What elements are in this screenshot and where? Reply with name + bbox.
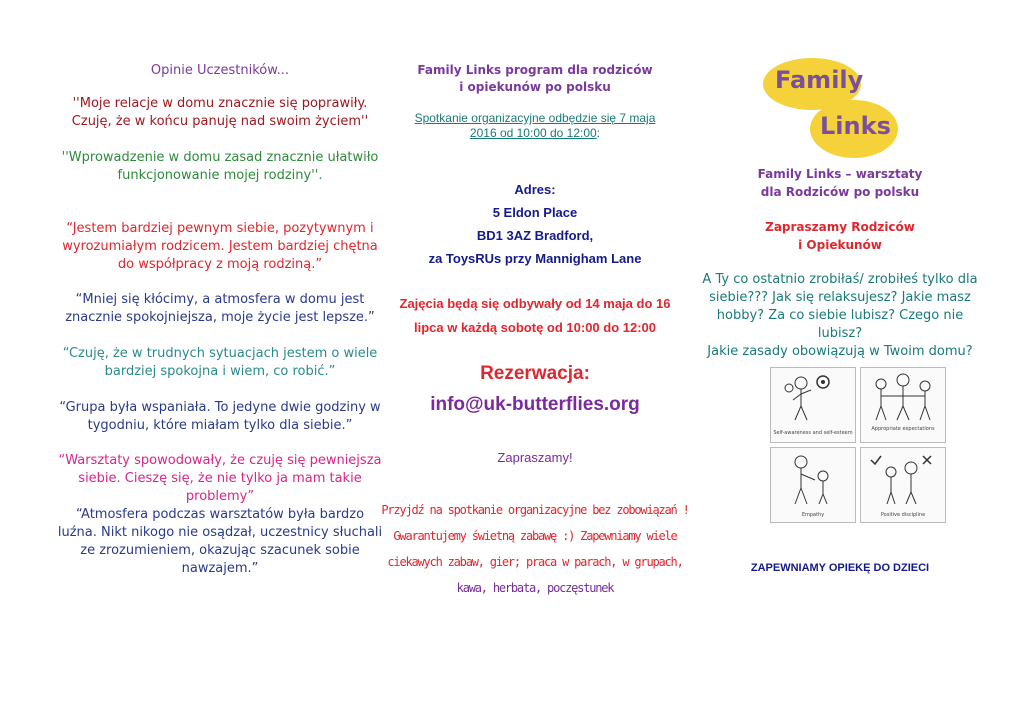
positive-discipline-figures-icon bbox=[861, 448, 945, 510]
footer-line3: ciekawych zabaw, gier; praca w parach, w grupach, bbox=[387, 555, 683, 569]
tile-expectations bbox=[860, 367, 946, 443]
address-city: BD1 3AZ Bradford, bbox=[476, 228, 594, 243]
expectations-figures-icon bbox=[861, 368, 945, 428]
subtitle-line1: Family Links – warsztaty bbox=[757, 167, 923, 181]
testimonial-5: “Czuję, że w trudnych sytuacjach jestem o wiele bardziej spokojna i wiem, co robić.” bbox=[62, 346, 378, 379]
tile-label-positive-discipline: Positive discipline bbox=[880, 512, 926, 518]
logo-word-links: Links bbox=[820, 112, 891, 140]
testimonial-3: “Jestem bardziej pewnym siebie, pozytywnym i wyrozumiałym rodzicem. Jestem bardziej chętna do współpracy z moją rodziną.” bbox=[62, 221, 378, 272]
tile-label-empathy: Empathy bbox=[801, 512, 825, 518]
footer-info bbox=[380, 497, 690, 601]
subtitle bbox=[695, 165, 985, 201]
question-line3: hobby? Za co siebie lubisz? Czego nie lubisz? bbox=[716, 308, 964, 341]
footer-line4: kawa, herbata, poczęstunek bbox=[456, 581, 614, 595]
program-title-line2: i opiekunów po polsku bbox=[459, 80, 611, 94]
questions bbox=[695, 271, 985, 361]
subtitle-line2: dla Rodziców po polsku bbox=[760, 185, 920, 199]
tile-label-self-awareness: Self-awareness and self-esteem bbox=[773, 430, 853, 436]
address-street: 5 Eldon Place bbox=[492, 205, 578, 220]
address-note: za ToysRUs przy Mannigham Lane bbox=[428, 251, 642, 266]
meeting-info bbox=[380, 111, 690, 141]
testimonial-8: “Atmosfera podczas warsztatów była bardzo luźna. Nikt nikogo nie osądzał, uczestnicy słuchali ze zrozumieniem, okazując szacunek sobie nawzajem.” bbox=[57, 507, 383, 576]
question-line1: A Ty co ostatnio zrobiłaś/ zrobiłeś tylko dla bbox=[702, 272, 978, 287]
testimonial-4: “Mniej się kłócimy, a atmosfera w domu jest znacznie spokojniejsza, moje życie jest lepsze.” bbox=[65, 292, 375, 325]
program-title bbox=[380, 62, 690, 96]
invite-parents-line2: i Opiekunów bbox=[798, 238, 882, 252]
invite-parents-line1: Zapraszamy Rodziców bbox=[765, 220, 915, 234]
classes-line2: lipca w każdą sobotę od 10:00 do 12:00 bbox=[413, 320, 657, 335]
tile-empathy bbox=[770, 447, 856, 523]
question-line4: Jakie zasady obowiązują w Twoim domu? bbox=[707, 344, 973, 359]
footer-line1: Przyjdź na spotkanie organizacyjne bez zobowiązań ! bbox=[381, 503, 689, 517]
testimonial-7: “Warsztaty spowodowały, że czuję się pewniejsza siebie. Cieszę się, że nie tylko ja mam takie problemy” bbox=[58, 453, 382, 504]
tile-positive-discipline bbox=[860, 447, 946, 523]
meeting-colon: : bbox=[596, 126, 601, 140]
classes-line1: Zajęcia będą się odbywały od 14 maja do 16 bbox=[399, 296, 671, 311]
question-line2: siebie??? Jak się relaksujesz? Jakie masz bbox=[709, 290, 971, 305]
testimonials-heading: Opinie Uczestników... bbox=[150, 63, 290, 78]
meeting-line1: Spotkanie organizacyjne odbędzie się 7 maja bbox=[414, 111, 656, 125]
childcare-note: ZAPEWNIAMY OPIEKĘ DO DZIECI bbox=[750, 562, 930, 574]
program-title-line1: Family Links program dla rodziców bbox=[417, 63, 653, 77]
address-block bbox=[380, 178, 690, 270]
footer-line2: Gwarantujemy świetną zabawę :) Zapewniamy wiele bbox=[393, 529, 677, 543]
logo-word-family: Family bbox=[775, 66, 864, 94]
testimonial-1: ''Moje relacje w domu znacznie się poprawiły. Czuję, że w końcu panuję nad swoim życiem'' bbox=[71, 96, 369, 129]
tile-self-awareness bbox=[770, 367, 856, 443]
address-label: Adres: bbox=[514, 182, 556, 197]
invite-parents bbox=[695, 218, 985, 254]
meeting-line2: 2016 od 10:00 do 12:00 bbox=[469, 126, 597, 140]
classes-info bbox=[380, 292, 690, 340]
booking-email[interactable]: info@uk-butterflies.org bbox=[430, 394, 640, 415]
tile-label-expectations: Appropriate expectations bbox=[871, 426, 935, 432]
invite-text: Zapraszamy! bbox=[497, 450, 573, 465]
self-awareness-figures-icon bbox=[771, 368, 855, 428]
testimonial-2: ''Wprowadzenie w domu zasad znacznie ułatwiło funkcjonowanie mojej rodziny''. bbox=[61, 150, 379, 183]
testimonial-6: “Grupa była wspaniała. To jedyne dwie godziny w tygodniu, które miałam tylko dla siebie.” bbox=[59, 400, 381, 433]
booking-label: Rezerwacja: bbox=[480, 363, 590, 384]
parenting-illustration bbox=[770, 367, 945, 522]
empathy-figures-icon bbox=[771, 448, 855, 510]
